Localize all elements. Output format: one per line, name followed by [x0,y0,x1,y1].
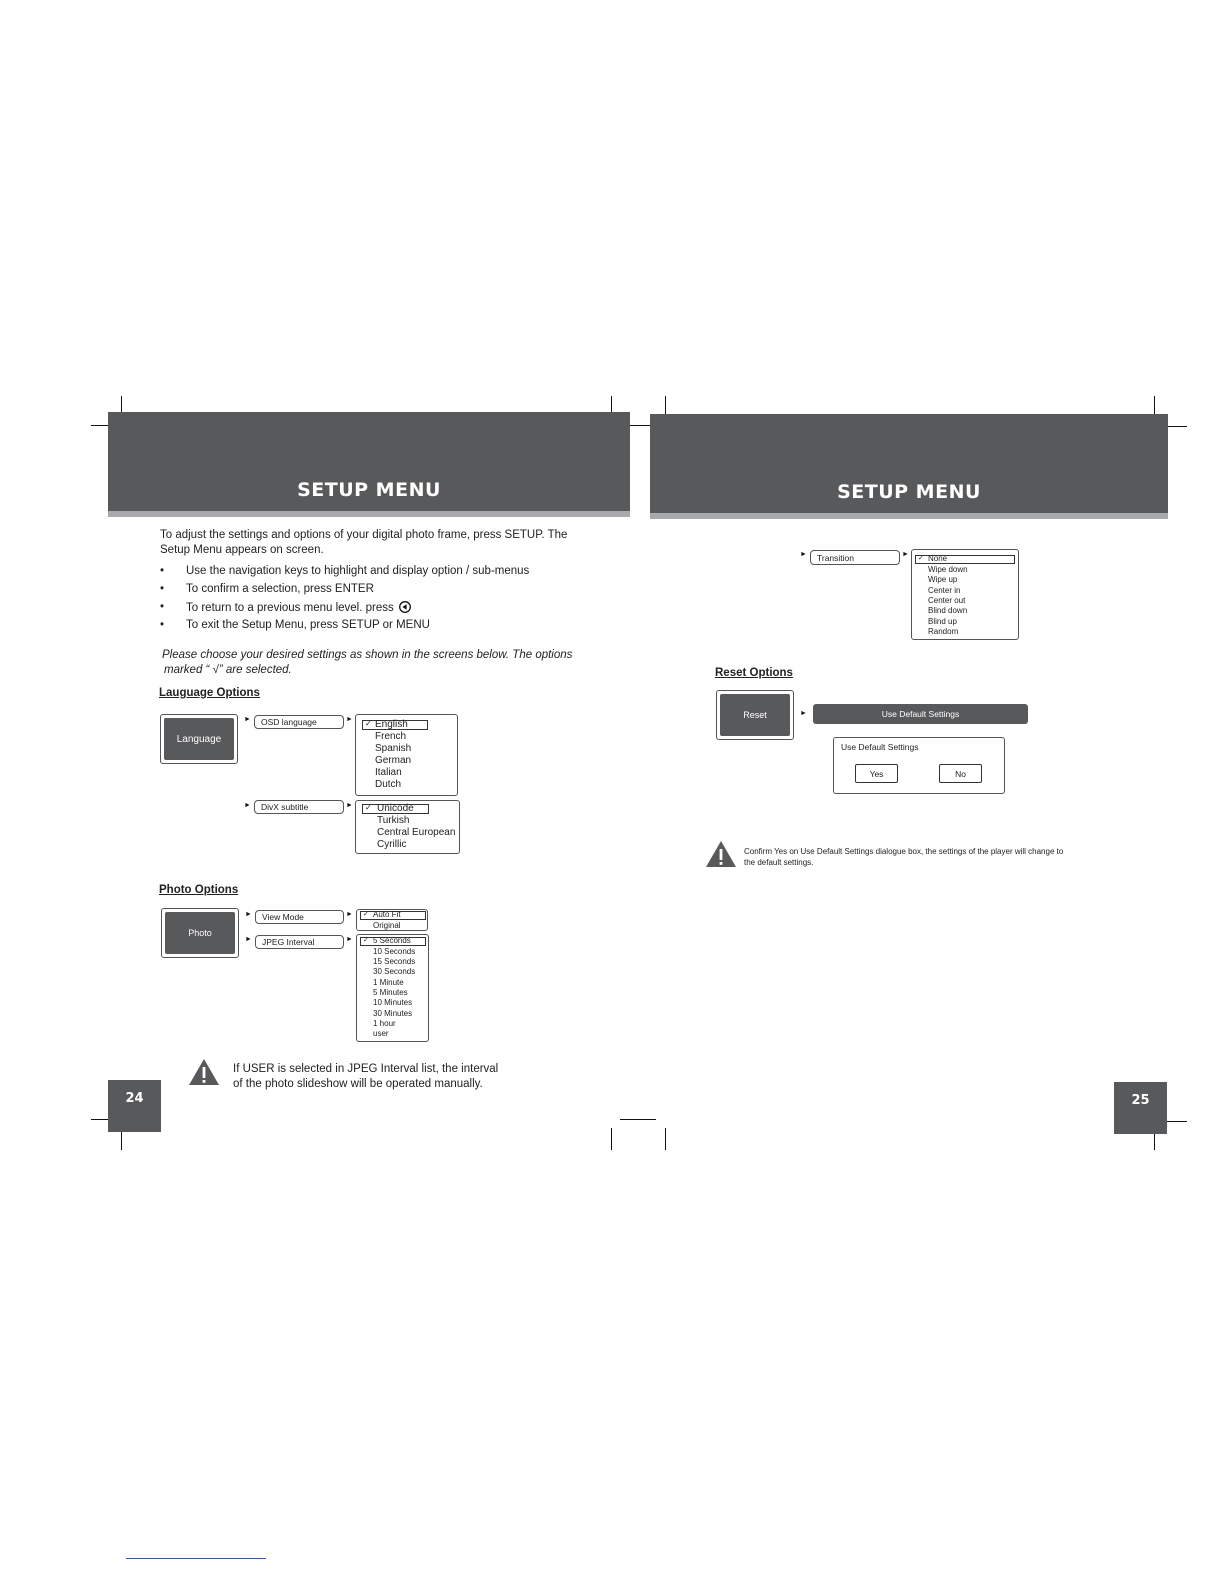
bullet-text: To confirm a selection, press ENTER [186,583,374,595]
bullet-text: Use the navigation keys to highlight and display option / sub-menus [186,565,530,577]
jpeg-interval-option[interactable]: JPEG Interval [255,935,344,949]
intro-line: Setup Menu appears on screen. [160,544,324,556]
screen-label: Photo [165,912,235,954]
list-item[interactable]: 30 Seconds [373,967,416,976]
bullet-icon: • [160,565,165,577]
list-item[interactable]: user [373,1029,389,1038]
list-item[interactable]: 10 Minutes [373,998,413,1007]
list-item[interactable]: Original [373,921,401,930]
list-item[interactable]: 5 Seconds [373,936,411,945]
osd-language-list[interactable] [355,714,458,796]
footer-rule [126,1558,266,1559]
arrow-right-icon: ► [346,716,353,723]
selection-note [162,648,602,678]
list-item[interactable]: Cyrillic [377,839,407,850]
arrow-right-icon: ► [244,802,251,809]
bullet-text [186,601,411,614]
arrow-right-icon: ► [902,551,909,558]
arrow-right-icon: ► [346,802,353,809]
arrow-right-icon: ► [800,710,807,717]
list-item[interactable]: Blind down [928,606,968,615]
arrow-right-icon: ► [800,551,807,558]
list-item[interactable]: 10 Seconds [373,947,416,956]
page-title: SETUP MENU [837,481,981,503]
list-item[interactable]: 30 Minutes [373,1009,413,1018]
arrow-right-icon: ► [244,716,251,723]
warning-text [233,1062,498,1092]
crop-mark [611,1128,612,1150]
view-mode-option[interactable]: View Mode [255,910,344,924]
check-icon: ✓ [363,937,369,944]
use-default-settings-bar[interactable]: Use Default Settings [813,704,1028,724]
list-item[interactable]: Auto Fit [373,910,401,919]
list-item[interactable]: English [375,719,408,730]
list-item[interactable]: Blind up [928,617,957,626]
right-page-header [650,414,1168,519]
note-line: marked “ √” are selected. [164,664,292,676]
language-options-title: Lauguage Options [159,687,260,699]
list-item[interactable]: 15 Seconds [373,957,416,966]
list-item[interactable]: Random [928,627,959,636]
list-item[interactable]: 1 hour [373,1019,396,1028]
bullet-text: To exit the Setup Menu, press SETUP or MENU [186,619,430,631]
yes-button[interactable]: Yes [855,764,898,783]
intro-line: To adjust the settings and options of your digital photo frame, press SETUP. The [160,529,568,541]
warning-icon [188,1058,220,1086]
check-icon: ✓ [918,555,924,562]
warning-line: of the photo slideshow will be operated manually. [233,1078,483,1090]
list-item[interactable]: Center in [928,586,961,595]
list-item[interactable]: 1 Minute [373,978,404,987]
transition-list[interactable] [911,549,1019,640]
default-settings-dialog [833,737,1005,794]
arrow-right-icon: ► [346,911,353,918]
page-title: SETUP MENU [297,479,441,501]
list-item[interactable]: Wipe up [928,575,958,584]
language-screen [160,714,238,764]
transition-option[interactable]: Transition [810,550,900,565]
left-arrow-circle-icon [399,601,411,613]
reset-options-title: Reset Options [715,667,793,679]
crop-mark [665,1128,666,1150]
divx-subtitle-option[interactable]: DivX subtitle [254,800,344,814]
check-icon: ✓ [363,911,369,918]
list-item[interactable]: Central European [377,827,456,838]
list-item[interactable]: None [928,554,948,563]
list-item[interactable]: Turkish [377,815,410,826]
arrow-right-icon: ► [346,936,353,943]
arrow-right-icon: ► [245,911,252,918]
list-item[interactable]: German [375,755,412,766]
check-icon: ✓ [365,719,372,728]
bullet-icon: • [160,619,165,631]
warning-icon [705,840,737,868]
header-strip [650,513,1168,519]
divx-subtitle-list[interactable] [355,800,460,854]
no-button[interactable]: No [939,764,982,783]
intro-text [160,528,600,558]
list-item[interactable]: 5 Minutes [373,988,408,997]
arrow-right-icon: ► [245,936,252,943]
list-item[interactable]: French [375,731,407,742]
warning-text [744,846,1063,868]
list-item[interactable]: Italian [375,767,402,778]
bullet-text-part: To return to a previous menu level. press [186,602,394,614]
bullet-icon: • [160,583,165,595]
header-strip [108,511,630,517]
photo-options-title: Photo Options [159,884,239,896]
view-mode-list[interactable] [356,909,428,931]
jpeg-interval-list[interactable] [356,934,429,1042]
screen-label: Reset [720,694,790,736]
left-page-header [108,412,630,517]
list-item[interactable]: Center out [928,596,966,605]
dialog-title: Use Default Settings [841,742,919,752]
reset-screen [716,690,794,740]
note-line: Please choose your desired settings as shown in the screens below. The options [162,649,573,661]
page-number: 24 [108,1080,161,1132]
page-number: 25 [1114,1082,1167,1134]
list-item[interactable]: Unicode [377,803,414,814]
osd-language-option[interactable]: OSD language [254,715,344,729]
warning-line: Confirm Yes on Use Default Settings dialogue box, the settings of the player will change to [744,847,1064,856]
warning-line: the default settings. [744,858,814,867]
check-icon: ✓ [365,803,372,812]
photo-screen [161,908,239,958]
screen-label: Language [164,718,234,760]
warning-line: If USER is selected in JPEG Interval list, the interval [233,1063,499,1075]
bullet-icon: • [160,601,165,613]
list-item[interactable]: Dutch [375,779,402,790]
list-item[interactable]: Wipe down [928,565,968,574]
list-item[interactable]: Spanish [375,743,412,754]
crop-mark [620,1119,656,1120]
